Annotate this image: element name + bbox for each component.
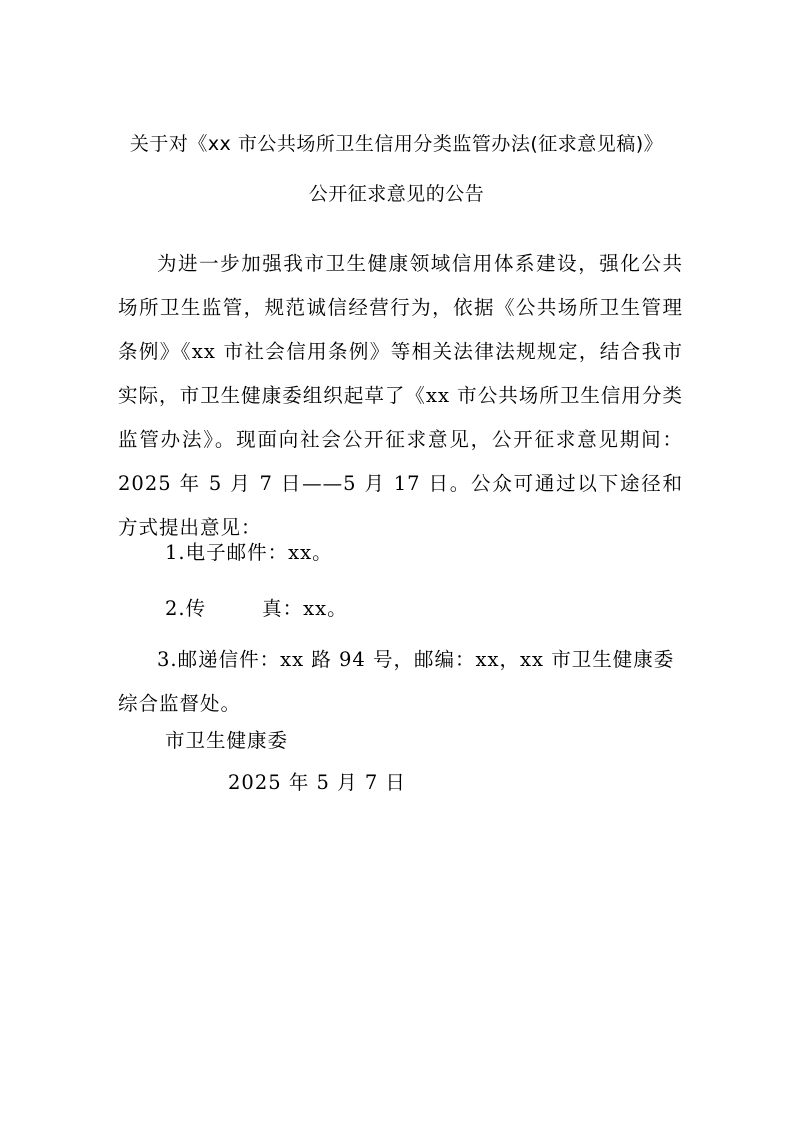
fax-label-start: 2.传 [165,597,207,620]
issue-date: 2025 年 5 月 7 日 [228,771,406,794]
signer: 市卫生健康委 [165,729,289,752]
body-paragraph: 为进一步加强我市卫生健康领域信用体系建设，强化公共场所卫生监管，规范诚信经营行为，依据《公共场所卫生管理条例》《xx 市社会信用条例》等相关法律法规规定，结合我市实际，市卫生健康委组织起草了《xx 市公共场所卫生信用分类监管办法》。现面向社会公开征求意见，公开征求意见期间：2025 年 5 月 7 日——5 月 17 日。公众可通过以下途径和方式提出意见： [118,252,683,539]
document-title-line2: 公开征求意见的公告 [308,183,485,205]
body-paragraph-block [118,242,683,550]
contact-item-email: 1.电子邮件：xx。 [165,541,333,564]
document-title-line1: 关于对《xx 市公共场所卫生信用分类监管办法(征求意见稿)》 [129,133,664,155]
contact-item-mail [118,638,683,726]
contact-item-fax [165,596,348,622]
fax-label-end: 真：xx。 [262,597,348,620]
mail-text: 3.邮递信件：xx 路 94 号，邮编：xx，xx 市卫生健康委综合监督处。 [118,648,675,715]
